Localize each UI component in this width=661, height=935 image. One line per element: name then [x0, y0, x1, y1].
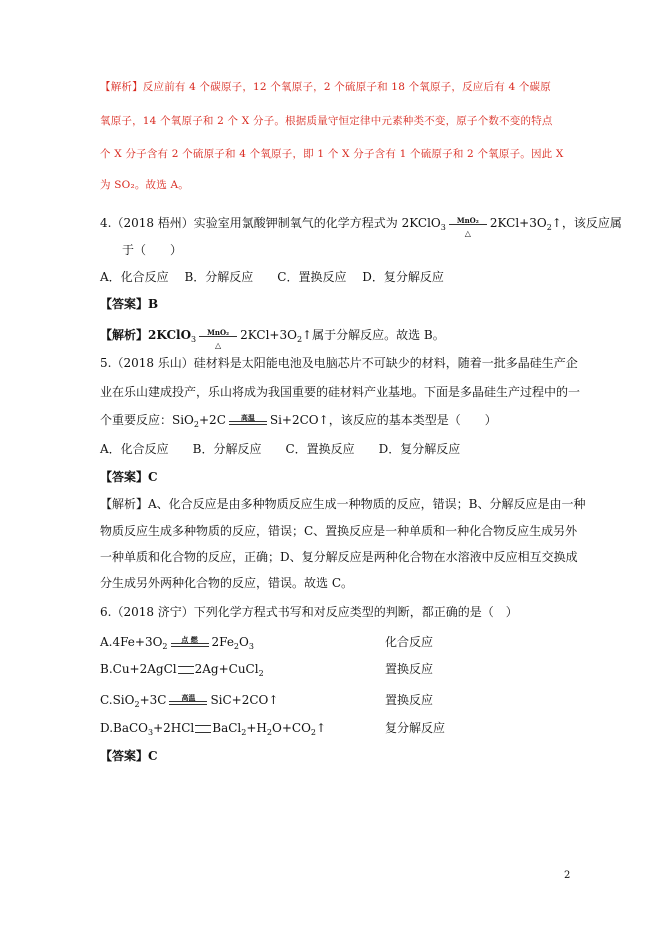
q6-option-b: B.Cu+2AgCl 2Ag+CuCl$_2$ 置换反应	[100, 662, 434, 678]
q5-analysis-1: 【解析】A、化合反应是由多种物质反应生成一种物质的反应，错误；B、分解反应是由一种	[100, 497, 586, 511]
q6-answer: 【答案】C	[100, 749, 158, 763]
q5-stem-3: 个重要反应：SiO$_2$+2C 高温 Si+2CO↑，该反应的基本类型是（ ）	[100, 412, 497, 429]
q5-analysis-4: 分生成另外两种化合物的反应，错误。故选 C。	[100, 576, 353, 590]
analysis-line-4: 为 SO₂。故选 A。	[100, 179, 189, 191]
q5-options: A．化合反应 B．分解反应 C．置换反应 D．复分解反应	[100, 442, 461, 456]
q6-stem: 6.（2018 济宁）下列化学方程式书写和对反应类型的判断，都正确的是（ ）	[100, 605, 518, 619]
q4-stem: 4.（2018 梧州）实验室用氯酸钾制氧气的化学方程式为 2KClO$_3$ MnO₂ △ $2KCl+3O_2↑$，该反应属	[100, 215, 622, 238]
q4-analysis: 【解析】2KClO$_3$ MnO₂ △ $2KCl+3O_2↑$属于分解反应。故选 B。	[100, 327, 445, 350]
q6-option-d: D.BaCO$_3$+2HCl $BaCl_2+H_2O+CO_2↑$ 复分解反应	[100, 721, 446, 737]
reaction-condition: MnO₂ △	[197, 328, 239, 344]
q4-stem-cont: 于（ ）	[122, 243, 183, 257]
reaction-condition: 点 燃	[169, 635, 211, 651]
q6-option-c: C.SiO$_2$+3C 高温 SiC+2CO↑ 置换反应	[100, 692, 434, 709]
q5-answer: 【答案】C	[100, 470, 158, 484]
q4-options: A．化合反应 B．分解反应 C．置换反应 D．复分解反应	[100, 270, 444, 284]
q5-stem-1: 5.（2018 乐山）硅材料是太阳能电池及电脑芯片不可缺少的材料，随着一批多晶硅生产企	[100, 356, 578, 370]
reaction-condition: 高温	[167, 693, 209, 709]
q5-analysis-2: 物质反应生成多种物质的反应，错误；C、置换反应是一种单质和一种化合物反应生成另外	[100, 524, 578, 538]
reaction-type: 化合反应	[385, 635, 434, 649]
reaction-type: 复分解反应	[385, 721, 446, 735]
reaction-condition: MnO₂ △	[447, 216, 489, 232]
reaction-type: 置换反应	[385, 693, 434, 707]
analysis-line-1: 【解析】反应前有 4 个碳原子，12 个氧原子，2 个硫原子和 18 个氧原子，反应后有 4 个碳原	[100, 81, 551, 93]
page-number: 2	[564, 870, 571, 881]
analysis-line-3: 个 X 分子含有 2 个硫原子和 4 个氧原子，即 1 个 X 分子含有 1 个硫原子和 2 个氧原子。因此 X	[100, 148, 564, 160]
q6-option-a: $A.4Fe+3O_2$ 点 燃 $2Fe_2O_3$ 化合反应	[100, 634, 434, 651]
q4-answer: 【答案】B	[100, 297, 159, 311]
reaction-type: 置换反应	[385, 662, 434, 676]
q5-stem-2: 业在乐山建成投产，乐山将成为我国重要的硅材料产业基地。下面是多晶硅生产过程中的一	[100, 385, 581, 399]
analysis-line-2: 氧原子，14 个氧原子和 2 个 X 分子。根据质量守恒定律中元素种类不变，原子个数不变的特点	[100, 115, 553, 127]
q5-analysis-3: 一种单质和化合物的反应，正确；D、复分解反应是两种化合物在水溶液中反应相互交换成	[100, 550, 578, 564]
reaction-condition: 高温	[227, 413, 269, 429]
